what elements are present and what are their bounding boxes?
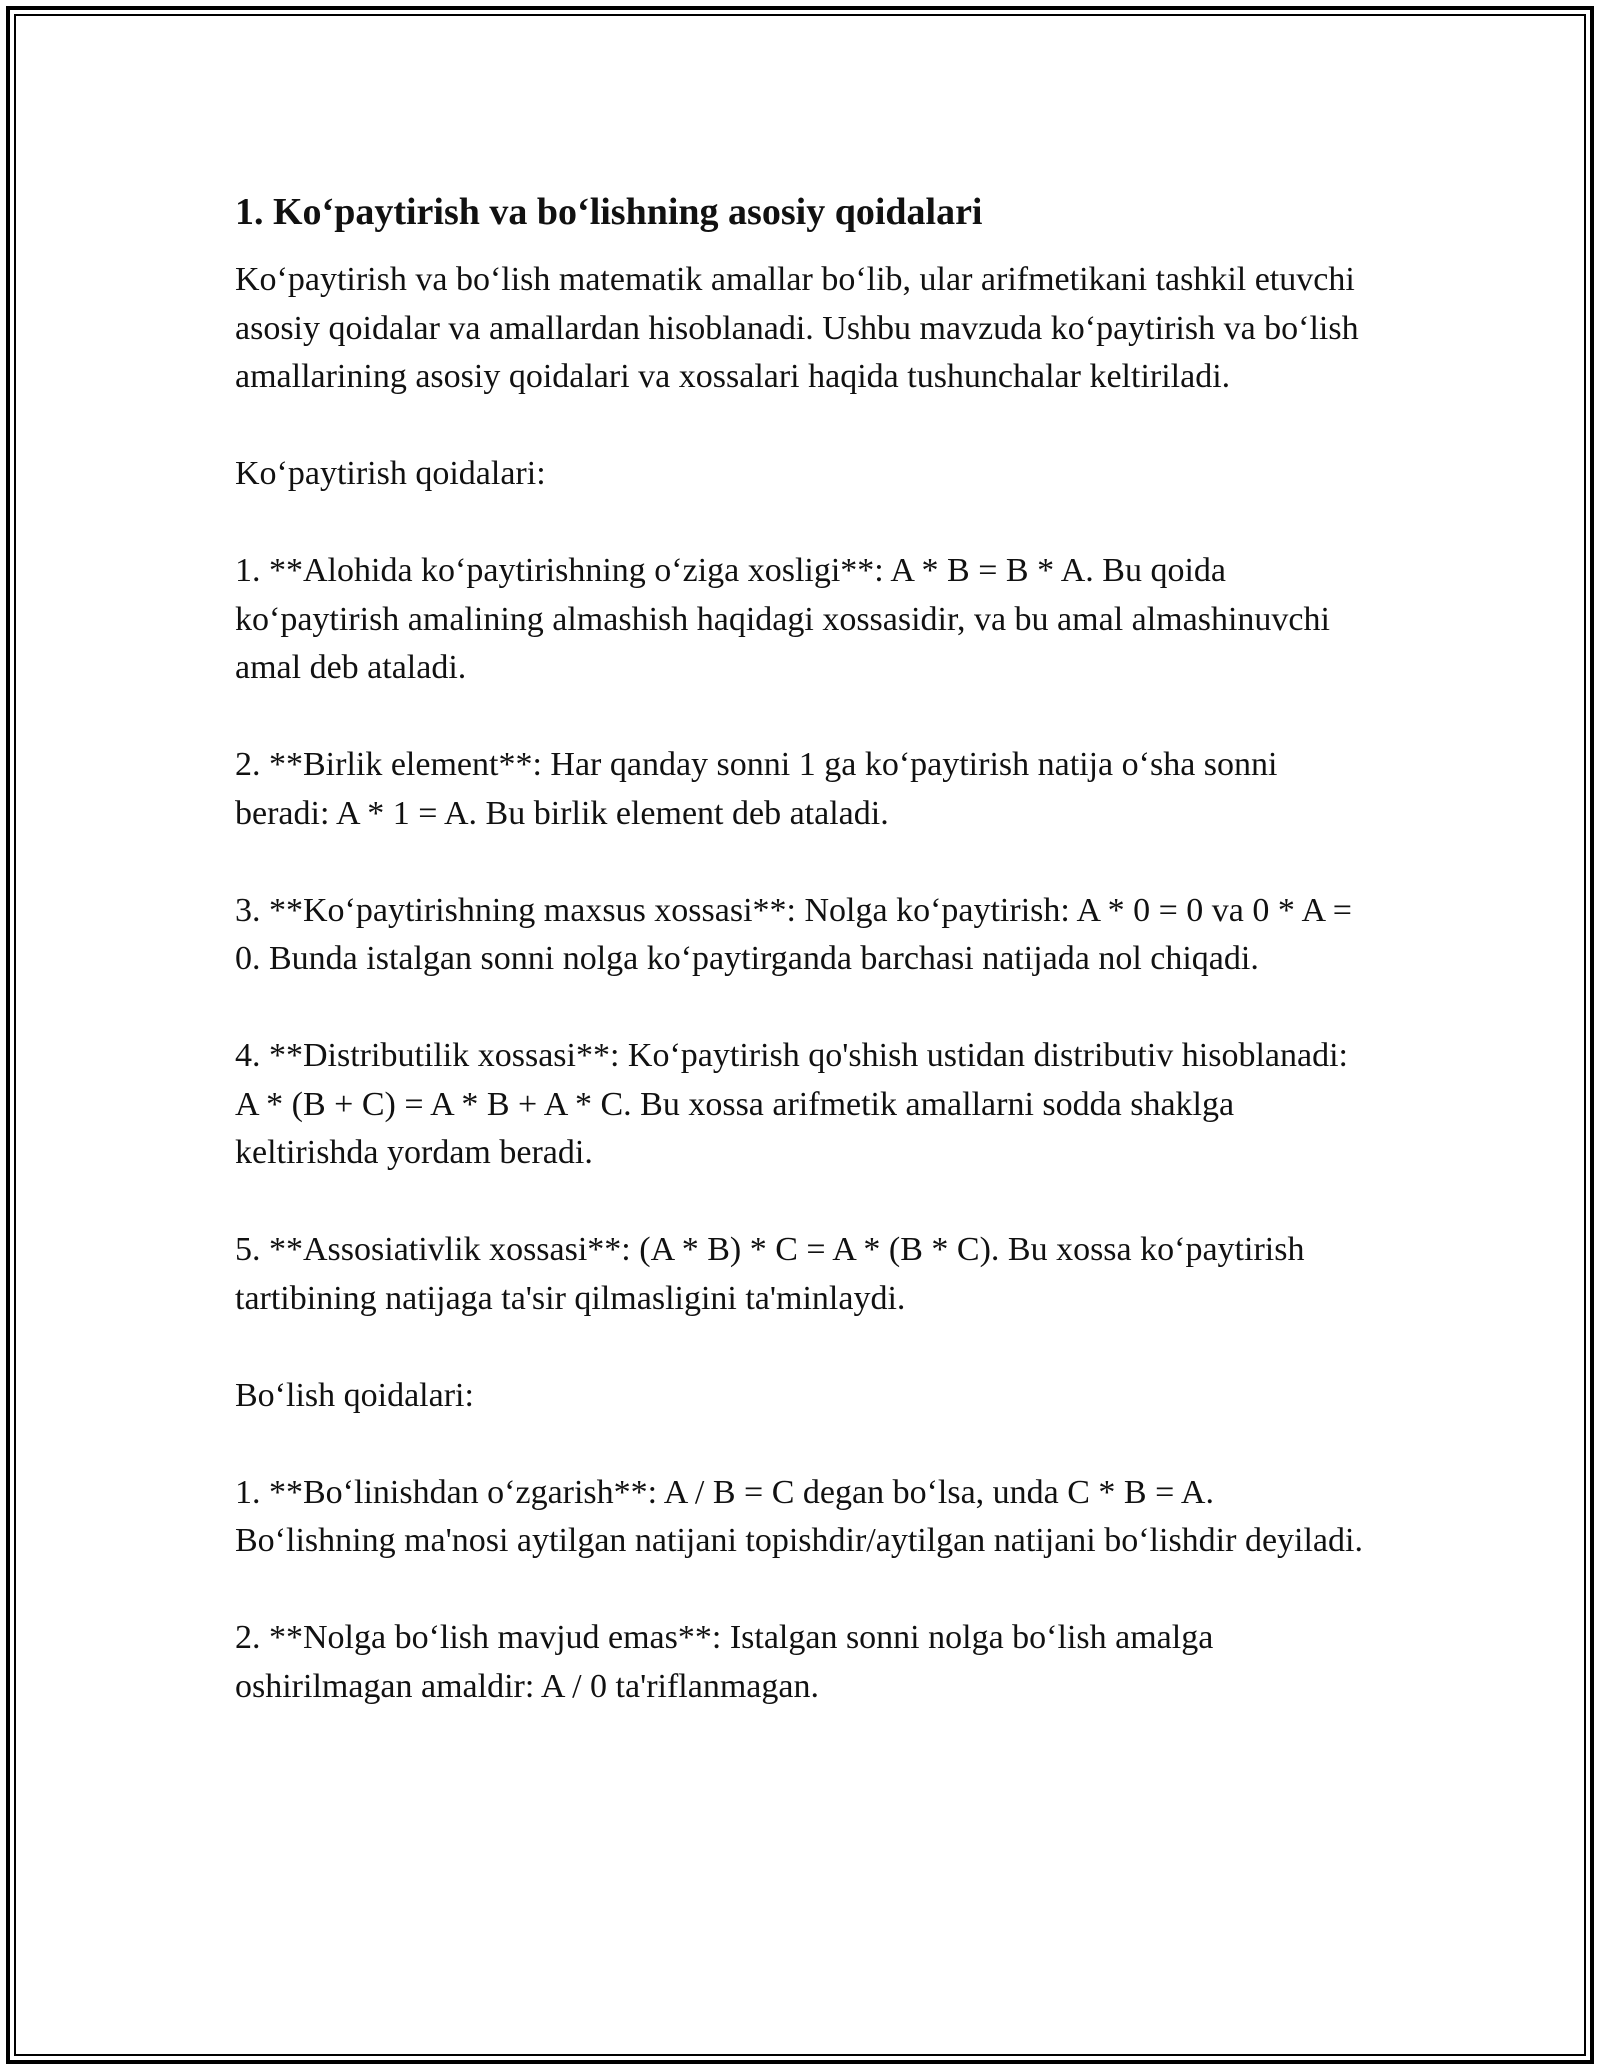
paragraph-gap bbox=[235, 402, 1365, 451]
paragraph-gap bbox=[235, 1323, 1365, 1372]
paragraph-gap bbox=[235, 1178, 1365, 1227]
multiplication-rules-heading: Ko‘paytirish qoidalari: bbox=[235, 455, 546, 492]
paragraph-gap bbox=[235, 1566, 1365, 1615]
paragraph-gap bbox=[235, 1420, 1365, 1469]
multiplication-rule-4: 4. **Distributilik xossasi**: Ko‘paytirish qo'shish ustidan distributiv hisoblanadi: A * (B + C) = A * B + A * C. Bu xossa arifmetik amallarni sodda shaklga keltirishda yordam beradi. bbox=[235, 1037, 1349, 1171]
paragraph-gap bbox=[235, 984, 1365, 1033]
multiplication-rule-3: 3. **Ko‘paytirishning maxsus xossasi**: Nolga ko‘paytirish: A * 0 = 0 va 0 * A = 0. Bunda istalgan sonni nolga ko‘paytirganda barchasi natijada nol chiqadi. bbox=[235, 891, 1352, 977]
multiplication-rule-5: 5. **Assosiativlik xossasi**: (A * B) * C = A * (B * C). Bu xossa ko‘paytirish tartibining natijaga ta'sir qilmasligini ta'minlaydi. bbox=[235, 1231, 1305, 1317]
paragraph-gap bbox=[235, 499, 1365, 548]
multiplication-rule-1: 1. **Alohida ko‘paytirishning o‘ziga xosligi**: A * B = B * A. Bu qoida ko‘paytirish amalining almashish haqidagi xossasidir, va bu amal almashinuvchi amal deb ataladi. bbox=[235, 552, 1330, 686]
division-rules-heading: Bo‘lish qoidalari: bbox=[235, 1376, 474, 1414]
intro-paragraph: Ko‘paytirish va bo‘lish matematik amallar bo‘lib, ular arifmetikani tashkil etuvchi asosiy qoidalar va amallardan hisoblanadi. Ushbu mavzuda ko‘paytirish va bo‘lish amallarining asosiy qoidalari va xossalari haqida tushunchalar keltiriladi. bbox=[235, 261, 1359, 395]
division-rule-1: 1. **Bo‘linishdan o‘zgarish**: A / B = C degan bo‘lsa, unda C * B = A. Bo‘lishning ma'nosi aytilgan natijani topishdir/aytilgan natijani bo‘lishdir deyiladi. bbox=[235, 1473, 1363, 1559]
multiplication-rule-2: 2. **Birlik element**: Har qanday sonni 1 ga ko‘paytirish natija o‘sha sonni beradi: A * 1 = A. Bu birlik element deb ataladi. bbox=[235, 746, 1278, 832]
document-body bbox=[235, 188, 1365, 1711]
paragraph-gap bbox=[235, 693, 1365, 742]
section-heading: 1. Ko‘paytirish va bo‘lishning asosiy qoidalari bbox=[235, 191, 983, 233]
division-rule-2: 2. **Nolga bo‘lish mavjud emas**: Istalgan sonni nolga bo‘lish amalga oshirilmagan amaldir: A / 0 ta'riflanmagan. bbox=[235, 1619, 1214, 1705]
paragraph-gap bbox=[235, 838, 1365, 887]
